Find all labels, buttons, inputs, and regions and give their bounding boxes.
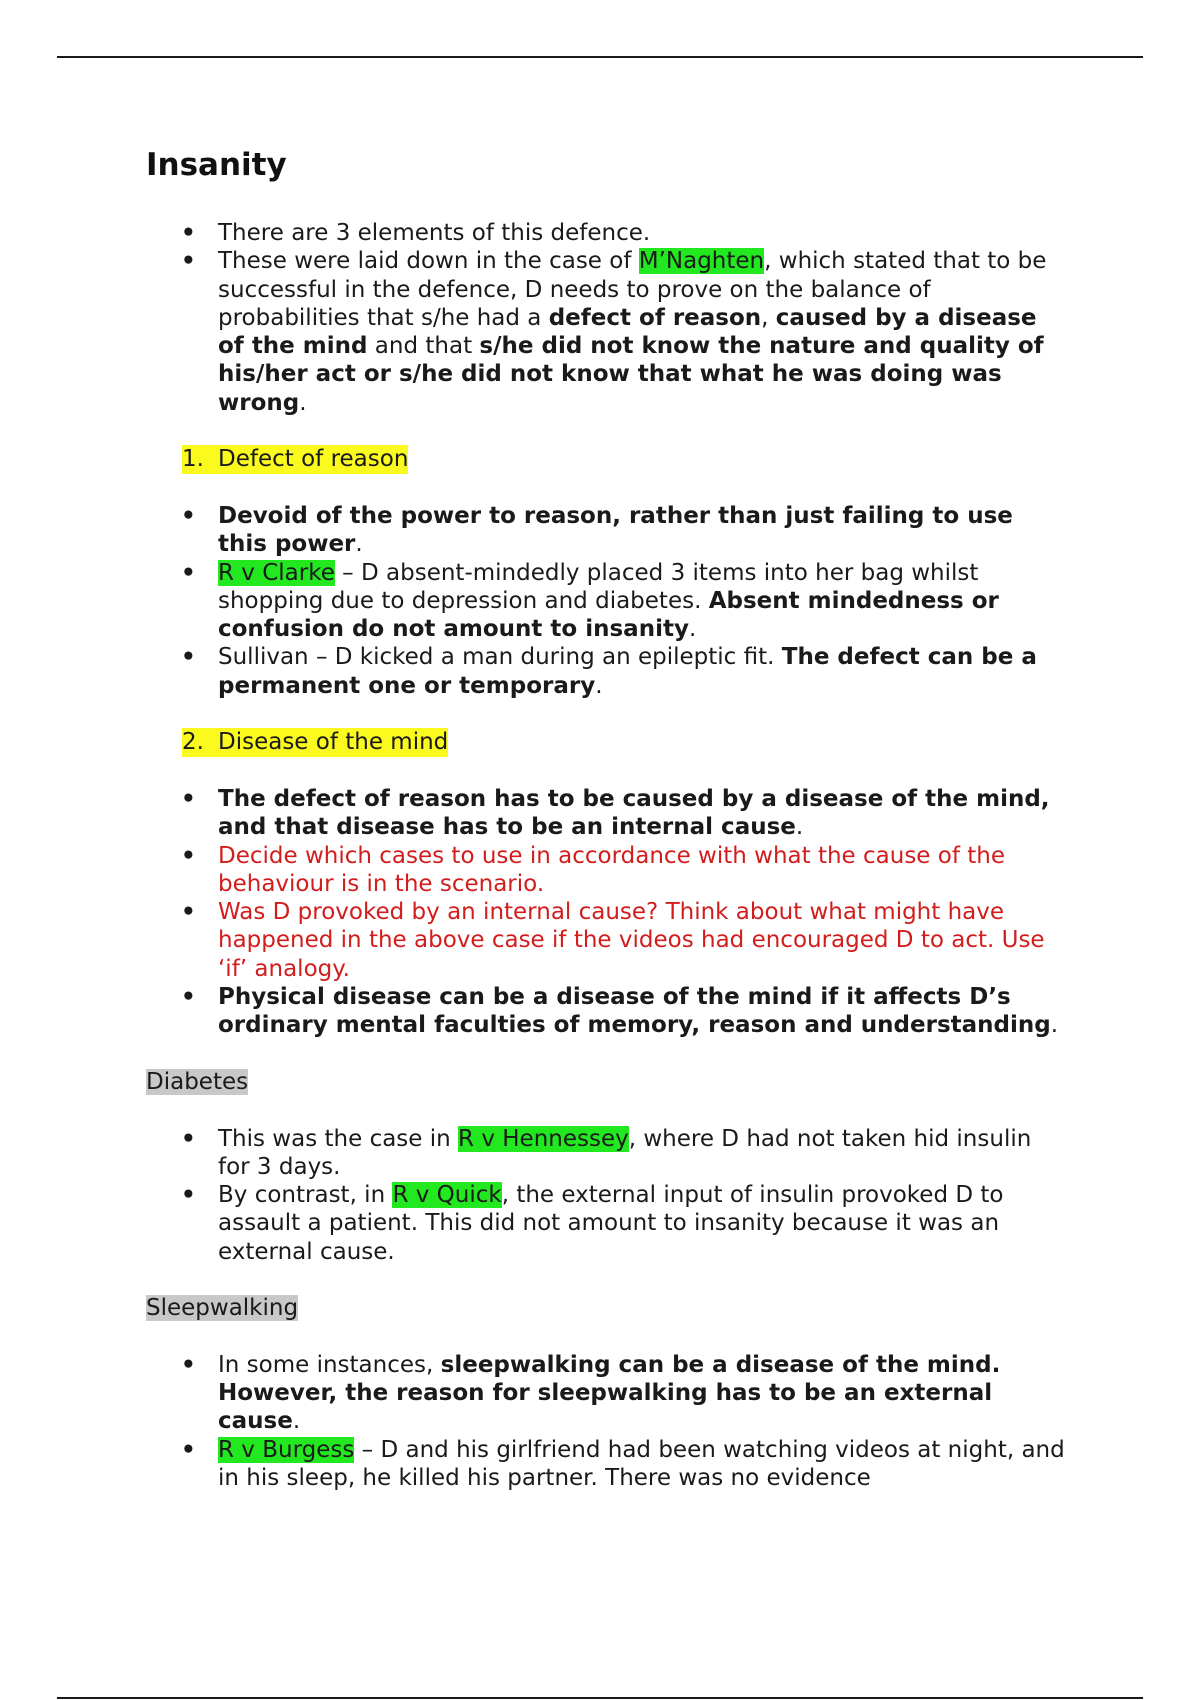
- case-name-highlight: R v Burgess: [218, 1436, 355, 1463]
- section-heading-disease-of-the-mind: 2. Disease of the mind: [182, 729, 449, 756]
- case-name-highlight: M’Naghten: [638, 248, 765, 275]
- bullet-icon: •: [181, 984, 196, 1011]
- sleepwalking-list: [146, 1351, 1066, 1492]
- intro-list: [146, 219, 1066, 417]
- bullet-icon: •: [181, 502, 196, 529]
- bullet-icon: •: [181, 1351, 196, 1378]
- bullet-icon: •: [181, 559, 196, 586]
- list-item: • There are 3 elements of this defence.: [181, 220, 651, 246]
- list-item: • Was D provoked by an internal cause? Think about what might have happened in the above case if the videos had encouraged D to act. Use ‘if’ analogy.: [181, 899, 1045, 982]
- footer-rule: [57, 1697, 1143, 1699]
- case-name-highlight: R v Hennessey: [458, 1125, 629, 1152]
- list-item: • These were laid down in the case of M’Naghten, which stated that to be successful in the defence, D needs to prove on the balance of probabilities that s/he had a defect of reason, caused by a disease of the mind and that s/he did not know the nature and quality of his/her act or s/he did not know that what he was doing was wrong.: [181, 248, 1047, 416]
- list-item: • R v Burgess – D and his girlfriend had been watching videos at night, and in his sleep, he killed his partner. There was no evidence: [181, 1436, 1065, 1492]
- list-item: • Decide which cases to use in accordance with what the cause of the behaviour is in the scenario.: [181, 842, 1005, 897]
- page-title: Insanity: [146, 147, 287, 183]
- bullet-icon: •: [181, 1436, 196, 1463]
- list-item: • R v Clarke – D absent-mindedly placed 3 items into her bag whilst shopping due to depression and diabetes. Absent mindedness or confusion do not amount to insanity.: [181, 559, 999, 643]
- subheading-sleepwalking: Sleepwalking: [146, 1295, 299, 1322]
- bullet-icon: •: [181, 1182, 196, 1209]
- bullet-icon: •: [181, 220, 196, 246]
- list-item: • This was the case in R v Hennessey, where D had not taken hid insulin for 3 days.: [181, 1125, 1032, 1180]
- bullet-icon: •: [181, 842, 196, 869]
- defect-of-reason-list: [146, 502, 1066, 700]
- header-rule: [57, 56, 1143, 58]
- bullet-icon: •: [181, 899, 196, 926]
- bullet-icon: •: [181, 644, 196, 671]
- bullet-icon: •: [181, 1125, 196, 1152]
- case-name-highlight: R v Clarke: [218, 559, 335, 586]
- disease-of-the-mind-list: [146, 785, 1066, 1040]
- bullet-icon: •: [181, 248, 196, 275]
- list-item: • In some instances, sleepwalking can be a disease of the mind. However, the reason for sleepwalking has to be an external cause.: [181, 1351, 1001, 1435]
- case-name-highlight: R v Quick: [392, 1182, 502, 1209]
- list-item: • By contrast, in R v Quick, the external input of insulin provoked D to assault a patient. This did not amount to insanity because it was an external cause.: [181, 1182, 1004, 1265]
- diabetes-list: [146, 1125, 1066, 1266]
- subheading-diabetes: Diabetes: [146, 1068, 249, 1095]
- list-item: • Physical disease can be a disease of the mind if it affects D’s ordinary mental faculties of memory, reason and understanding.: [181, 984, 1059, 1039]
- document-body: [146, 136, 1066, 1492]
- list-item: • Devoid of the power to reason, rather than just failing to use this power.: [181, 502, 1013, 558]
- section-heading-defect-of-reason: 1. Defect of reason: [182, 446, 409, 473]
- list-item: • Sullivan – D kicked a man during an epileptic fit. The defect can be a permanent one or temporary.: [181, 644, 1037, 699]
- list-item: • The defect of reason has to be caused by a disease of the mind, and that disease has to be an internal cause.: [181, 785, 1050, 841]
- bullet-icon: •: [181, 785, 196, 812]
